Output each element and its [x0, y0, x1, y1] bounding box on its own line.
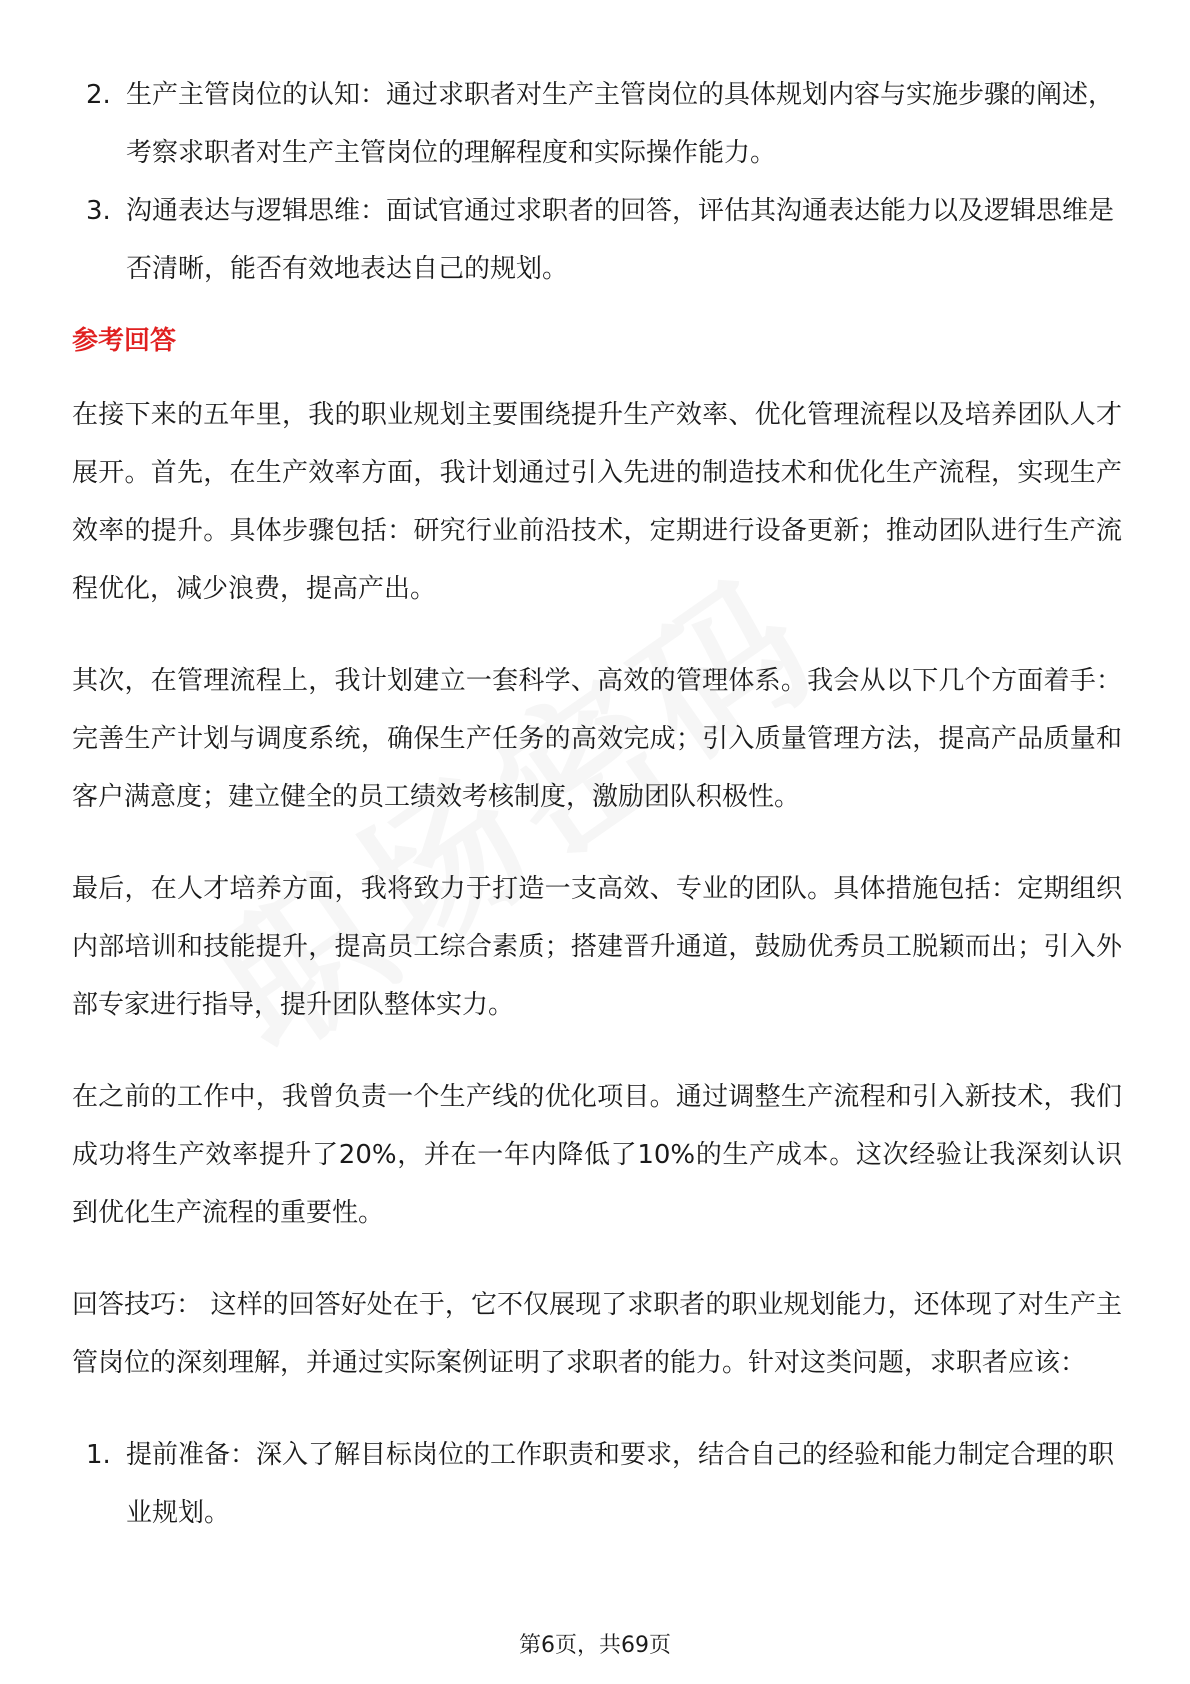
section-heading: 参考回答	[72, 326, 177, 356]
answer-paragraph-2: 其次，在管理流程上，我计划建立一套科学、高效的管理体系。我会从以下几个方面着手：完善生产计划与调度系统，确保生产任务的高效完成；引入质量管理方法，提高产品质量和客户满意度；建立健全的员工绩效考核制度，激励团队积极性。	[72, 666, 1122, 812]
answer-paragraph-1: 在接下来的五年里，我的职业规划主要围绕提升生产效率、优化管理流程以及培养团队人才展开。首先，在生产效率方面，我计划通过引入先进的制造技术和优化生产流程，实现生产效率的提升。具体步骤包括：研究行业前沿技术，定期进行设备更新；推动团队进行生产流程优化，减少浪费，提高产出。	[72, 400, 1122, 604]
list-item	[72, 1426, 1122, 1542]
list-text: 沟通表达与逻辑思维：面试官通过求职者的回答，评估其沟通表达能力以及逻辑思维是否清晰，能否有效地表达自己的规划。	[126, 196, 1115, 284]
list-item	[72, 66, 1122, 182]
answer-paragraph-3: 最后，在人才培养方面，我将致力于打造一支高效、专业的团队。具体措施包括：定期组织内部培训和技能提升，提高员工综合素质；搭建晋升通道，鼓励优秀员工脱颖而出；引入外部专家进行指导，提升团队整体实力。	[72, 874, 1122, 1020]
list-text: 提前准备：深入了解目标岗位的工作职责和要求，结合自己的经验和能力制定合理的职业规划。	[126, 1440, 1115, 1528]
list-number: 1.	[86, 1440, 111, 1470]
list-number: 3.	[86, 196, 111, 226]
list-item	[72, 182, 1122, 298]
page-footer: 第6页，共69页	[519, 1633, 671, 1658]
tips-list	[72, 1426, 1122, 1542]
list-number: 2.	[86, 80, 111, 110]
answer-paragraph-4: 在之前的工作中，我曾负责一个生产线的优化项目。通过调整生产流程和引入新技术，我们成功将生产效率提升了20%，并在一年内降低了10%的生产成本。这次经验让我深刻认识到优化生产流程的重要性。	[72, 1082, 1122, 1228]
page-content	[72, 66, 1122, 1542]
tips-paragraph: 回答技巧： 这样的回答好处在于，它不仅展现了求职者的职业规划能力，还体现了对生产主管岗位的深刻理解，并通过实际案例证明了求职者的能力。针对这类问题，求职者应该：	[72, 1290, 1122, 1378]
list-text: 生产主管岗位的认知：通过求职者对生产主管岗位的具体规划内容与实施步骤的阐述，考察求职者对生产主管岗位的理解程度和实际操作能力。	[126, 80, 1115, 168]
eval-points-list	[72, 66, 1122, 298]
